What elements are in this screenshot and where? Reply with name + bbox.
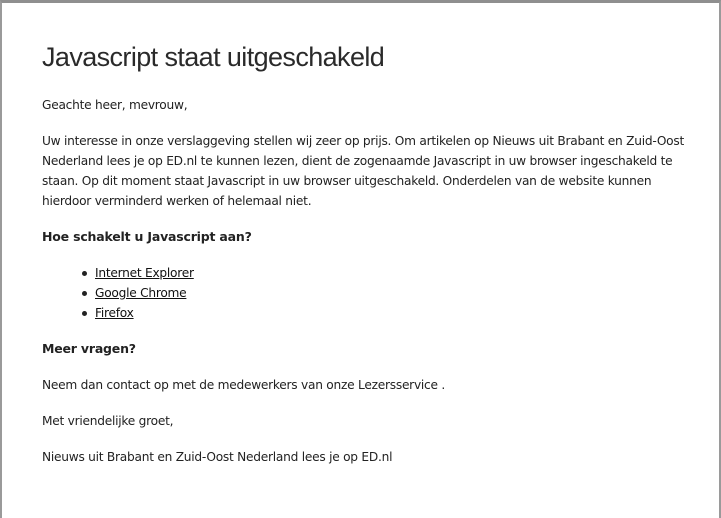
list-item bbox=[95, 303, 687, 323]
internet-explorer-link[interactable]: Internet Explorer bbox=[95, 266, 194, 280]
bullet-icon bbox=[82, 291, 87, 296]
signature-text: Nieuws uit Brabant en Zuid-Oost Nederland lees je op ED.nl bbox=[42, 450, 393, 464]
google-chrome-link[interactable]: Google Chrome bbox=[95, 286, 187, 300]
browser-list bbox=[42, 263, 687, 323]
bullet-icon bbox=[82, 311, 87, 316]
intro-paragraph: Uw interesse in onze verslaggeving stellen wij zeer op prijs. Om artikelen op Nieuws uit Brabant en Zuid-Oost Nederland lees je op ED.nl te kunnen lezen, dient de zogenaamde Javascript in uw browser ingeschakeld te staan. Op dit moment staat Javascript in uw browser uitgeschakeld. Onderdelen van de website kunnen hierdoor verminderd werken of helemaal niet. bbox=[42, 134, 685, 208]
greeting-text: Geachte heer, mevrouw, bbox=[42, 98, 188, 112]
list-item bbox=[95, 263, 687, 283]
firefox-link[interactable]: Firefox bbox=[95, 306, 134, 320]
how-to-heading: Hoe schakelt u Javascript aan? bbox=[42, 229, 252, 244]
page-title: Javascript staat uitgeschakeld bbox=[42, 42, 385, 72]
contact-text: Neem dan contact op met de medewerkers van onze Lezersservice . bbox=[42, 378, 445, 392]
more-questions-heading: Meer vragen? bbox=[42, 341, 136, 356]
content-area bbox=[42, 39, 687, 483]
bullet-icon bbox=[82, 271, 87, 276]
closing-text: Met vriendelijke groet, bbox=[42, 414, 174, 428]
list-item bbox=[95, 283, 687, 303]
